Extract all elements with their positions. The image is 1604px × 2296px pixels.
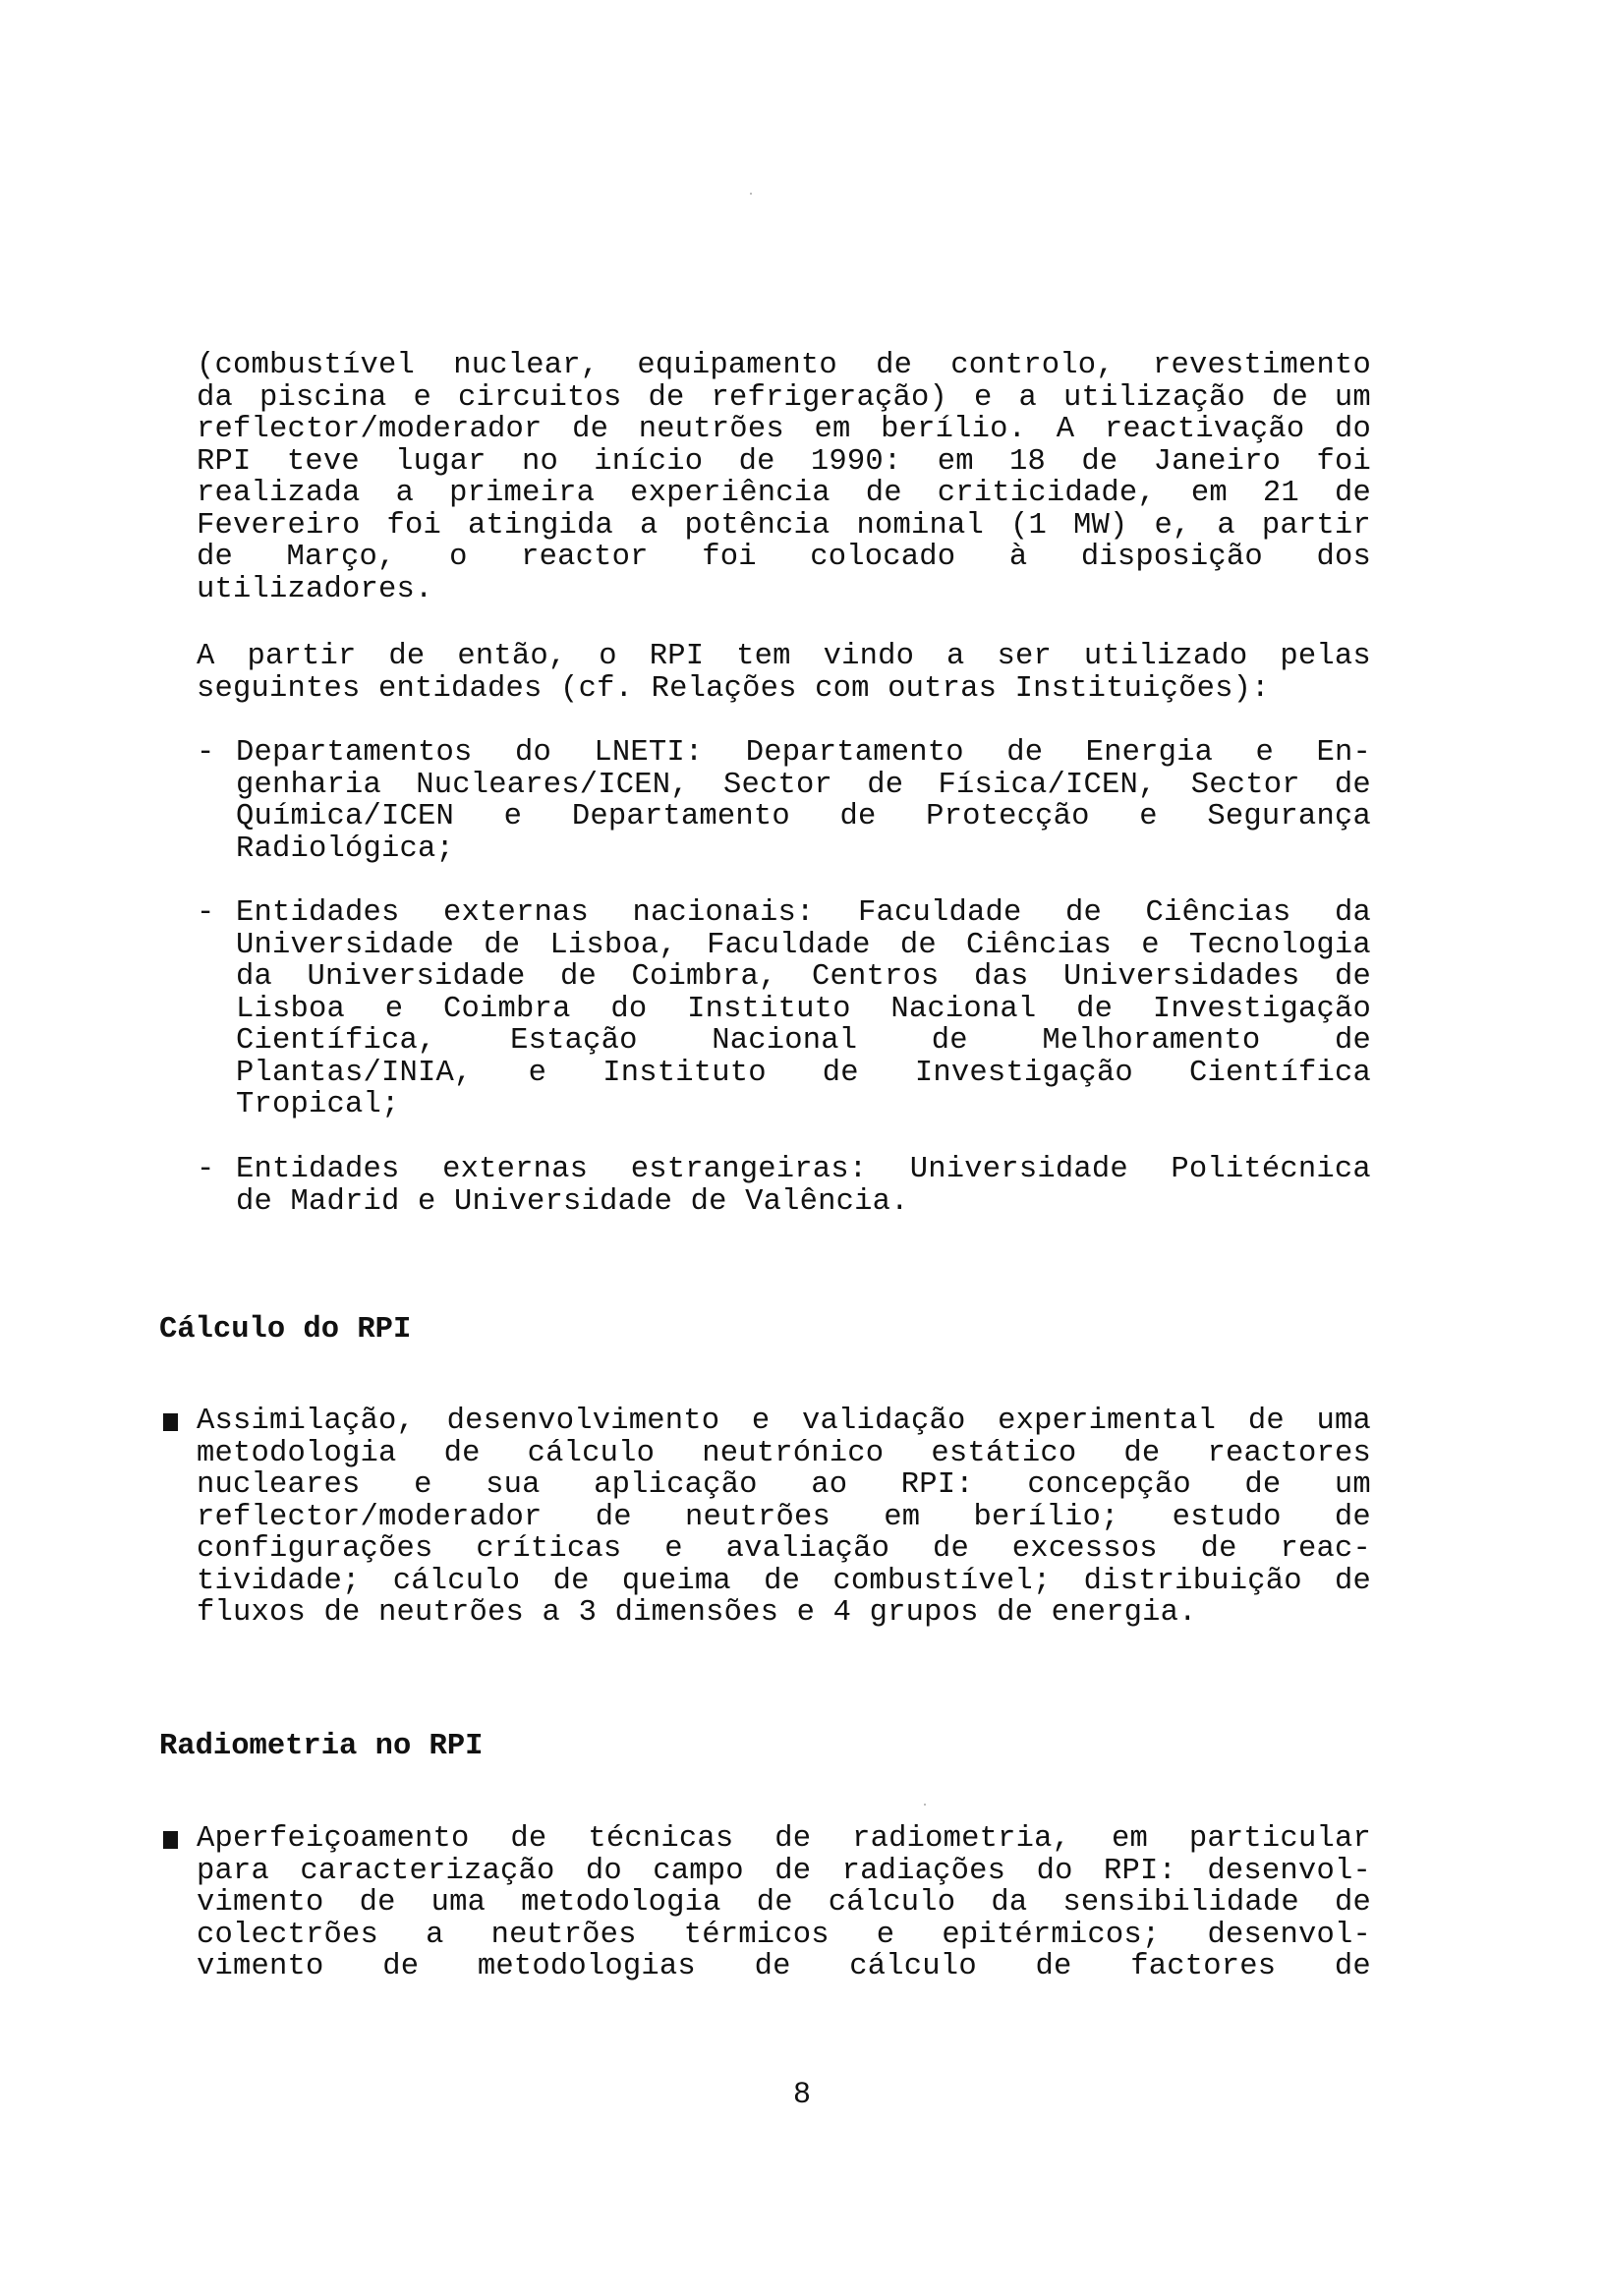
text-line: Aperfeiçoamento de técnicas de radiometria, em particular — [197, 1822, 1371, 1856]
text-line: Plantas/INIA, e Instituto de Investigação Científica — [236, 1056, 1371, 1090]
text-line: tividade; cálculo de queima de combustível; distribuição de — [197, 1564, 1371, 1598]
text-line: da piscina e circuitos de refrigeração) e a utilização de um — [197, 380, 1371, 415]
text-line: de Março, o reactor foi colocado à disposição dos — [197, 541, 1371, 574]
text-line: Entidades externas estrangeiras: Universidade Politécnica — [236, 1153, 1371, 1186]
text-line: Científica, Estação Nacional de Melhoramento de — [236, 1024, 1371, 1058]
text-line: Departamentos do LNETI: Departamento de Energia e En- — [236, 736, 1371, 770]
text-line: vimento de uma metodologia de cálculo da sensibilidade de — [197, 1886, 1371, 1920]
text-line: metodologia de cálculo neutrónico estático de reactores — [197, 1436, 1371, 1470]
dash-marker: - — [197, 1153, 215, 1186]
text-line: Entidades externas nacionais: Faculdade de Ciências da — [236, 896, 1371, 930]
text-line: reflector/moderador de neutrões em berílio. A reactivação do — [197, 413, 1371, 446]
text-line: A partir de então, o RPI tem vindo a ser utilizado pelas — [197, 640, 1371, 673]
text-line: fluxos de neutrões a 3 dimensões e 4 grupos de energia. — [197, 1596, 1197, 1630]
text-line: utilizadores. — [197, 572, 433, 606]
text-line: Fevereiro foi atingida a potência nominal (1 MW) e, a partir — [197, 508, 1371, 543]
scan-speck — [924, 1804, 926, 1806]
section-heading-radiometria: Radiometria no RPI — [159, 1730, 484, 1763]
square-bullet-icon — [163, 1413, 178, 1431]
users-paragraph — [197, 641, 1371, 705]
text-line: vimento de metodologias de cálculo de factores de — [197, 1950, 1371, 1983]
dash-marker: - — [197, 736, 215, 770]
text-line: da Universidade de Coimbra, Centros das Universidades de — [236, 960, 1371, 994]
text-line: seguintes entidades (cf. Relações com outras Instituições): — [197, 671, 1270, 706]
text-line: RPI teve lugar no início de 1990: em 18 de Janeiro foi — [197, 444, 1371, 479]
entities-list-item — [197, 897, 1371, 1121]
scan-speck — [750, 193, 752, 195]
intro-paragraph — [197, 350, 1371, 605]
text-line: colectrões a neutrões térmicos e epitérmicos; desenvol- — [197, 1918, 1371, 1952]
dash-marker: - — [197, 896, 215, 930]
text-line: Tropical; — [236, 1088, 400, 1121]
text-line: reflector/moderador de neutrões em berílio; estudo de — [197, 1500, 1371, 1534]
text-line: Lisboa e Coimbra do Instituto Nacional de Investigação — [236, 992, 1371, 1026]
entities-list-item — [197, 1154, 1371, 1218]
section-bullet-item — [159, 1406, 1371, 1630]
text-line: configurações críticas e avaliação de excessos de reac- — [197, 1532, 1371, 1566]
text-line: de Madrid e Universidade de Valência. — [236, 1184, 909, 1219]
text-line: Química/ICEN e Departamento de Protecção e Segurança — [236, 800, 1371, 833]
text-line: para caracterização do campo de radiações do RPI: desenvol- — [197, 1854, 1371, 1888]
page-number: 8 — [793, 2077, 811, 2109]
text-line: Radiológica; — [236, 832, 455, 866]
section-heading-calculo: Cálculo do RPI — [159, 1313, 412, 1347]
text-line: Universidade de Lisboa, Faculdade de Ciências e Tecnologia — [236, 928, 1371, 962]
square-bullet-icon — [163, 1831, 178, 1849]
text-line: Assimilação, desenvolvimento e validação experimental de uma — [197, 1405, 1371, 1438]
text-line: (combustível nuclear, equipamento de controlo, revestimento — [197, 349, 1371, 382]
section-bullet-item — [159, 1823, 1371, 1983]
entities-list-item — [197, 737, 1371, 865]
text-line: realizada a primeira experiência de criticidade, em 21 de — [197, 477, 1371, 510]
text-line: nucleares e sua aplicação ao RPI: concepção de um — [197, 1468, 1371, 1502]
text-line: genharia Nucleares/ICEN, Sector de Física/ICEN, Sector de — [236, 768, 1371, 802]
